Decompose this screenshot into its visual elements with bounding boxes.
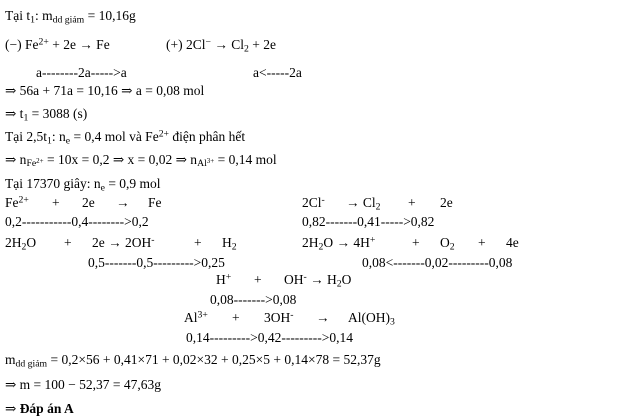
line-1: Tại $t_1$: $m_{dd giảm} = 10,16g$ bbox=[5, 8, 136, 26]
line-17: $m_{dd giảm} = 0,2\times 56 + 0,41\times 71 + 0,02\times 32 + 0,25\times 5 + 0,14\times 78 = 52,37g$ bbox=[5, 352, 381, 370]
line-5: ⇒ $t_1 = 3088$ (s) bbox=[5, 106, 88, 124]
line-15-al: $Al^{3+}$ bbox=[184, 309, 208, 325]
line-3-left: a--------2a----->a bbox=[36, 65, 127, 80]
line-10-left: 0,2-----------0,4-------->0,2 bbox=[5, 214, 149, 229]
line-6: Tại $2,5t_1$: $n_e = 0,4$ mol và $Fe^{2+}$ điện phân hết bbox=[5, 128, 246, 147]
line-13-plus: + bbox=[254, 272, 262, 287]
line-15-plus: + bbox=[232, 310, 240, 325]
line-4: ⇒ 56a + 71a = 10,16 ⇒ a = 0,08 mol bbox=[5, 83, 205, 98]
line-9-plus: + bbox=[52, 195, 60, 210]
line-13-oh: $OH^- \to H_2O$ bbox=[284, 271, 352, 290]
line-12-right: 0,08<-------0,02---------0,08 bbox=[362, 255, 513, 270]
line-11-anode: $2H_2O \to 4H^+$ bbox=[302, 234, 376, 253]
line-9-2e: 2e bbox=[82, 195, 95, 210]
line-11-h2o: $2H_2O$ bbox=[5, 235, 37, 253]
line-12-left: 0,5-------0,5--------->0,25 bbox=[88, 255, 225, 270]
line-11-oh: 2e → 2OH- bbox=[92, 234, 155, 250]
line-16: 0,14--------->0,42--------->0,14 bbox=[186, 330, 354, 345]
line-9-2e-b: 2e bbox=[440, 195, 453, 210]
line-3-right: a<-----2a bbox=[253, 65, 302, 80]
line-14: 0,08------->0,08 bbox=[210, 292, 297, 307]
line-7: ⇒ $n_{Fe^{2+}} = 10x = 0,2$ ⇒ x = 0,02 ⇒ $n_{Al^{3+}} = 0,14$ mol bbox=[5, 152, 277, 170]
line-11-plus3: + bbox=[412, 235, 420, 250]
line-9-cl2: → $Cl_2$ bbox=[346, 195, 381, 213]
line-11-o2: $O_2$ bbox=[440, 235, 455, 253]
line-10-right: 0,82-------0,41----->0,82 bbox=[302, 214, 435, 229]
line-9-a: $Fe^{2+}$ bbox=[5, 194, 29, 210]
answer-text: Đáp án A bbox=[19, 401, 74, 416]
line-2-cathode: (−) $Fe^{2+} + 2e \to Fe$ bbox=[5, 36, 110, 52]
line-11-4e: 4e bbox=[506, 235, 519, 250]
line-9-arrow: → bbox=[116, 195, 130, 210]
line-9-cl: 2Cl- bbox=[302, 194, 325, 210]
line-11-h2: $H_2$ bbox=[222, 235, 237, 253]
line-18: ⇒ m = 100 − 52,37 = 47,63g bbox=[5, 377, 162, 392]
line-13-h: H+ bbox=[216, 271, 232, 287]
line-11-plus2: + bbox=[194, 235, 202, 250]
line-9-plus2: + bbox=[408, 195, 416, 210]
line-11-plus: + bbox=[64, 235, 72, 250]
line-8: Tại 17370 giây: $n_e = 0,9$ mol bbox=[5, 176, 161, 194]
answer-line: ⇒ Đáp án A bbox=[5, 401, 74, 416]
line-15-arrow: → bbox=[316, 310, 330, 325]
line-11-plus4: + bbox=[478, 235, 486, 250]
line-15-oh: 3OH- bbox=[264, 309, 294, 325]
line-2-anode: (+) $2Cl^- \to Cl_2 + 2e$ bbox=[166, 36, 276, 55]
line-15-aloh3: $Al(OH)_3$ bbox=[348, 310, 395, 328]
line-9-fe: Fe bbox=[148, 195, 162, 210]
